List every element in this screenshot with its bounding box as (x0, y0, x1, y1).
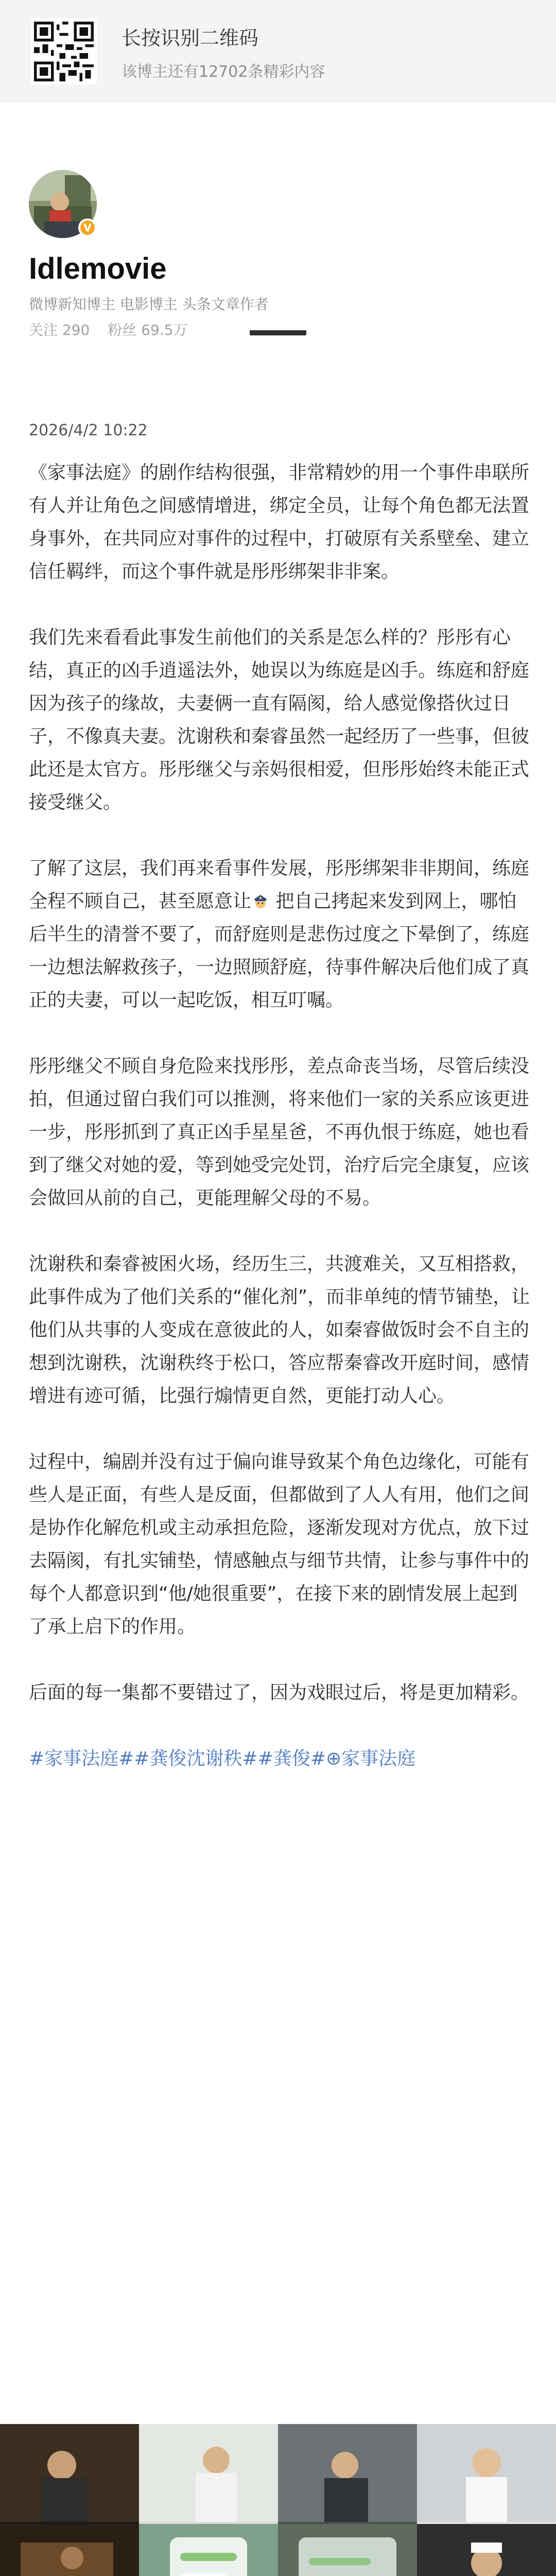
post-date: 2026/4/2 10:22 (29, 421, 148, 439)
paragraph: 《家事法庭》的剧作结构很强，非常精妙的用一个事件串联所有人并让角色之间感情增进，绑定全员，让每个角色都无法置身事外，在共同应对事件的过程中，打破原有关系壁垒、建立信任羁绊，而这个事件就是彤彤绑架非非案。 (29, 462, 530, 582)
fans-count[interactable]: 粉丝 69.5万 (108, 321, 188, 338)
banner-title: 长按识别二维码 (121, 26, 259, 49)
qr-code[interactable] (31, 19, 97, 84)
paragraph: 后面的每一集都不要错过了，因为戏眼过后，将是更加精彩。 (29, 1682, 530, 1703)
follow-count[interactable]: 关注 290 (29, 321, 90, 338)
post-body (29, 456, 531, 1775)
photo-1[interactable] (0, 2424, 139, 2576)
paragraph-part: 把自己拷起来发到网上，哪怕后半生的清誉不要了，而舒庭则是悲伤过度之下晕倒了，练庭一边想法解救孩子，一边照顾舒庭，待事件解决后他们成了真正的夫妻，可以一起吃饭，相互叮嘱。 (29, 891, 530, 1011)
paragraph: 沈谢秩和秦睿被困火场，经历生三，共渡难关，又互相搭救，此事件成为了他们关系的“催化剂”，而非单纯的情节铺垫，让他们从共事的人变成在意彼此的人，如秦睿做饭时会不自主的想到沈谢秩，沈谢秩终于松口，答应帮秦睿改开庭时间，感情增进有迹可循，比强行煽情更自然，更能打动人心。 (29, 1253, 530, 1406)
author-name[interactable]: Idlemovie (29, 252, 167, 285)
photo-2[interactable] (139, 2424, 278, 2576)
banner-subtitle: 该博主还有12702条精彩内容 (121, 62, 325, 81)
verified-badge-icon: V (78, 218, 97, 237)
avatar[interactable] (29, 170, 97, 238)
paragraph: 彤彤继父不顾自身危险来找彤彤，差点命丧当场，尽管后续没拍，但通过留白我们可以推测，将来他们一家的关系应该更进一步，彤彤抓到了真正凶手星星爸，不再仇恨于练庭，她也看到了继父对她的爱，等到她受完处罚，治疗后完全康复，应该会做回从前的自己，更能理解父母的不易。 (29, 1056, 530, 1209)
paragraph: 过程中，编剧并没有过于偏向谁导致某个角色边缘化，可能有些人是正面，有些人是反面，但都做到了人人有用，他们之间是协作化解危机或主动承担危险，逐渐发现对方优点，放下过去隔阂，有扎实铺垫，情感触点与细节共情，让参与事件中的每个人都意识到“他/她很重要”，在接下来的剧情发展上起到了承上启下的作用。 (29, 1451, 530, 1637)
photo-4[interactable] (417, 2424, 556, 2576)
police-emoji-icon (251, 888, 270, 907)
photo-3[interactable] (278, 2424, 417, 2576)
paragraph-part: 了解了这层，我们再来看事件发展，彤彤绑架非非期间，练庭全程不顾自己，甚至愿意让 (29, 858, 530, 912)
author-header (29, 170, 527, 340)
paragraph: 我们先来看看此事发生前他们的关系是怎么样的？彤彤有心结，真正的凶手逍遥法外，她误以为练庭是凶手。练庭和舒庭因为孩子的缘故，夫妻俩一直有隔阂，给人感觉像搭伙过日子，不像真夫妻。沈谢秩和秦睿虽然一起经历了一些事，但彼此还是太官方。彤彤继父与亲妈很相爱，但彤彤始终未能正式接受继父。 (29, 627, 530, 813)
photo-grid (0, 2424, 556, 2576)
author-stats (29, 319, 527, 340)
paragraph (29, 852, 531, 1017)
author-tags: 微博新知博主 电影博主 头条文章作者 (29, 296, 269, 313)
top-banner (0, 0, 556, 103)
hashtag-links[interactable]: #家事法庭##龚俊沈谢秩##龚俊#⊕家事法庭 (29, 1748, 416, 1769)
divider (250, 330, 306, 335)
